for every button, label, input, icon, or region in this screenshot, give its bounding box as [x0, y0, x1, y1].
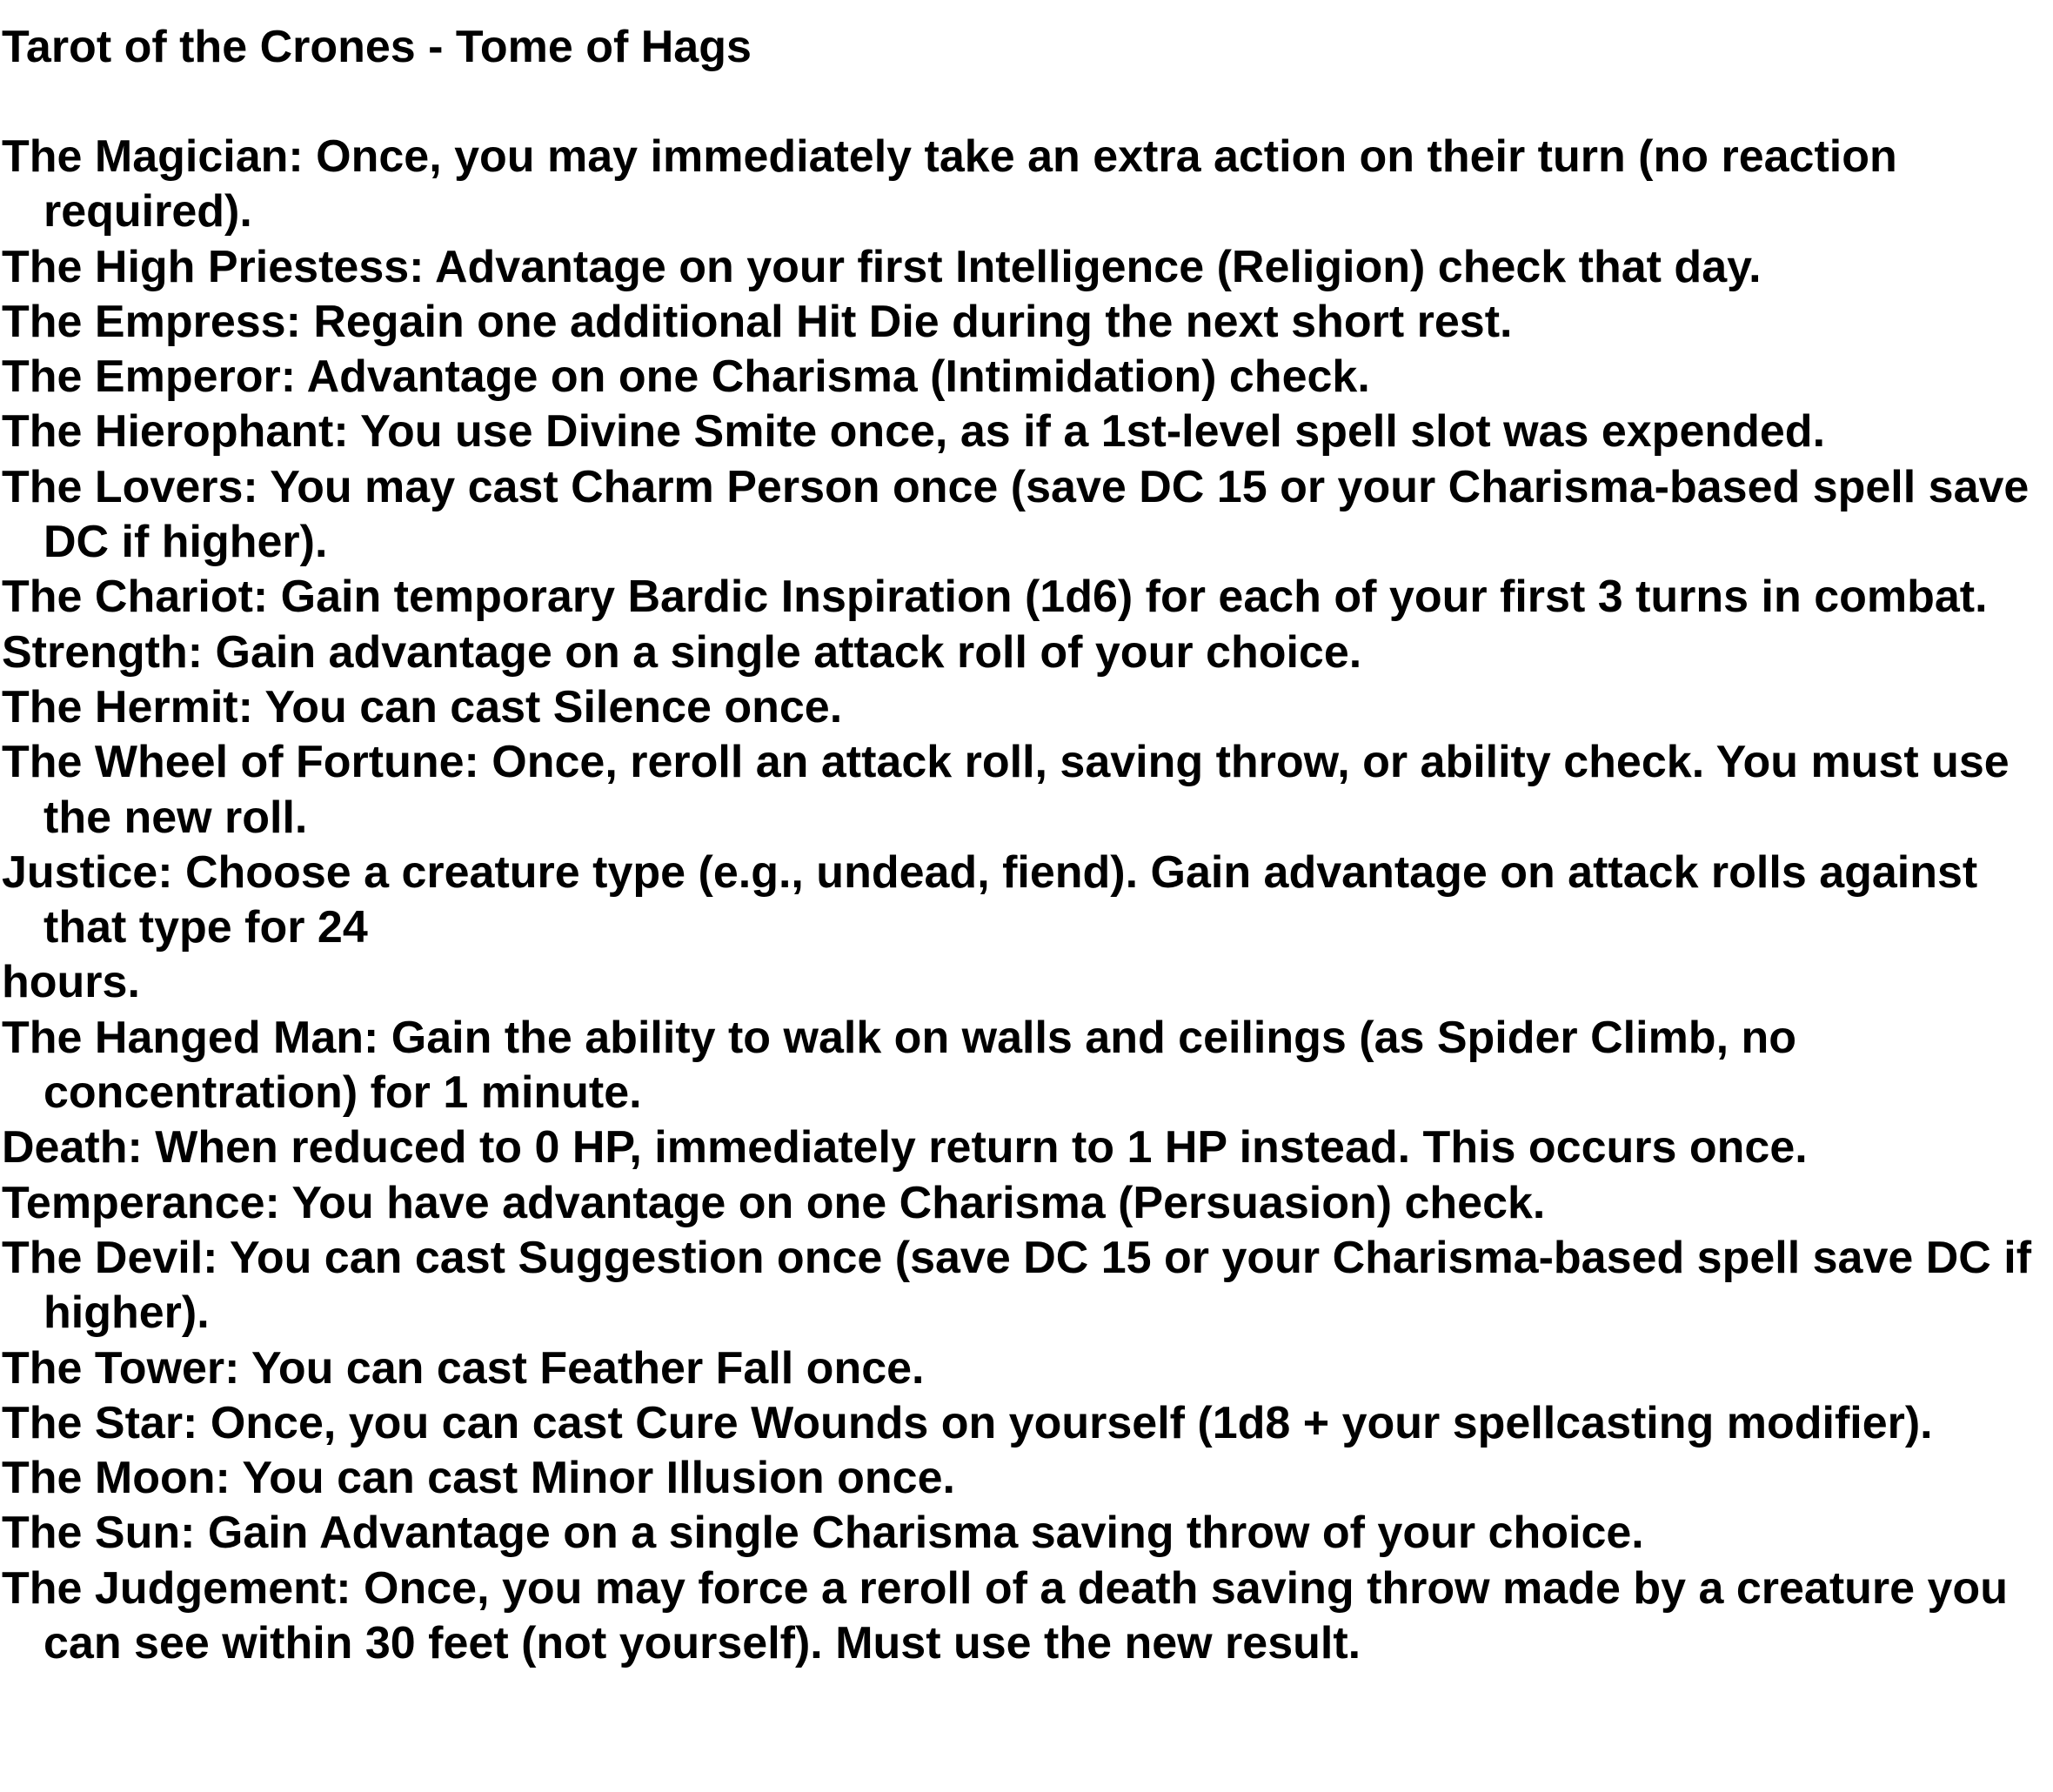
- entry-text: The Tower: You can cast Feather Fall once.: [2, 1342, 925, 1394]
- entry-text: The Empress: Regain one additional Hit Die during the next short rest.: [2, 296, 1513, 347]
- entry-text: Death: When reduced to 0 HP, immediately return to 1 HP instead. This occurs once.: [2, 1122, 1808, 1173]
- document-title: Tarot of the Crones - Tome of Hags: [2, 22, 752, 72]
- entry-text: The High Priestess: Advantage on your first Intelligence (Religion) check that day.: [2, 241, 1762, 292]
- entry-text: Justice: Choose a creature type (e.g., undead, fiend). Gain advantage on attack rolls against that type for 24: [2, 846, 1978, 953]
- entry-text: The Hanged Man: Gain the ability to walk on walls and ceilings (as Spider Climb, no concentration) for 1 minute.: [2, 1012, 1796, 1119]
- entry-text-continuation: hours.: [2, 957, 140, 1008]
- card-entry-sun: [0, 1506, 2051, 1561]
- card-entry-justice: [0, 846, 2051, 1011]
- card-entry-lovers: [0, 460, 2051, 571]
- card-entry-magician: [0, 130, 2051, 240]
- entry-text: The Magician: Once, you may immediately take an extra action on their turn (no reaction required).: [2, 131, 1897, 237]
- entry-text: Temperance: You have advantage on one Charisma (Persuasion) check.: [2, 1177, 1546, 1228]
- card-entry-tower: [0, 1341, 2051, 1396]
- card-entry-empress: [0, 295, 2051, 350]
- card-entry-strength: [0, 625, 2051, 680]
- card-entry-hanged-man: [0, 1011, 2051, 1121]
- card-entry-moon: [0, 1451, 2051, 1506]
- entry-text: The Lovers: You may cast Charm Person once (save DC 15 or your Charisma-based spell save DC if higher).: [2, 461, 2030, 568]
- card-entry-devil: [0, 1231, 2051, 1341]
- card-entry-star: [0, 1396, 2051, 1451]
- entry-text: The Moon: You can cast Minor Illusion once.: [2, 1453, 955, 1504]
- entry-text: The Wheel of Fortune: Once, reroll an attack roll, saving throw, or ability check. You must use the new roll.: [2, 737, 2010, 843]
- card-entry-emperor: [0, 350, 2051, 405]
- entry-text: The Star: Once, you can cast Cure Wounds on yourself (1d8 + your spellcasting modifier).: [2, 1397, 1933, 1448]
- entry-text: The Devil: You can cast Suggestion once (save DC 15 or your Charisma-based spell save DC if higher).: [2, 1232, 2032, 1339]
- card-entry-death: [0, 1120, 2051, 1175]
- card-entry-hermit: [0, 680, 2051, 735]
- entry-text: Strength: Gain advantage on a single attack roll of your choice.: [2, 626, 1362, 678]
- card-entry-high-priestess: [0, 240, 2051, 295]
- card-entry-judgement: [0, 1561, 2051, 1672]
- entry-text: The Hierophant: You use Divine Smite once, as if a 1st-level spell slot was expended.: [2, 406, 1826, 458]
- entry-text: The Chariot: Gain temporary Bardic Inspiration (1d6) for each of your first 3 turns in combat.: [2, 572, 1988, 623]
- card-entry-temperance: [0, 1176, 2051, 1231]
- card-entry-chariot: [0, 570, 2051, 625]
- card-entry-wheel-of-fortune: [0, 735, 2051, 846]
- entry-text: The Hermit: You can cast Silence once.: [2, 681, 843, 732]
- card-entry-list: [0, 130, 2051, 1671]
- entry-text: The Emperor: Advantage on one Charisma (Intimidation) check.: [2, 351, 1370, 403]
- entry-text: The Judgement: Once, you may force a reroll of a death saving throw made by a creature you can see within 30 feet (not yourself). Must use the new result.: [2, 1562, 2008, 1669]
- card-entry-hierophant: [0, 405, 2051, 459]
- entry-text: The Sun: Gain Advantage on a single Charisma saving throw of your choice.: [2, 1508, 1644, 1559]
